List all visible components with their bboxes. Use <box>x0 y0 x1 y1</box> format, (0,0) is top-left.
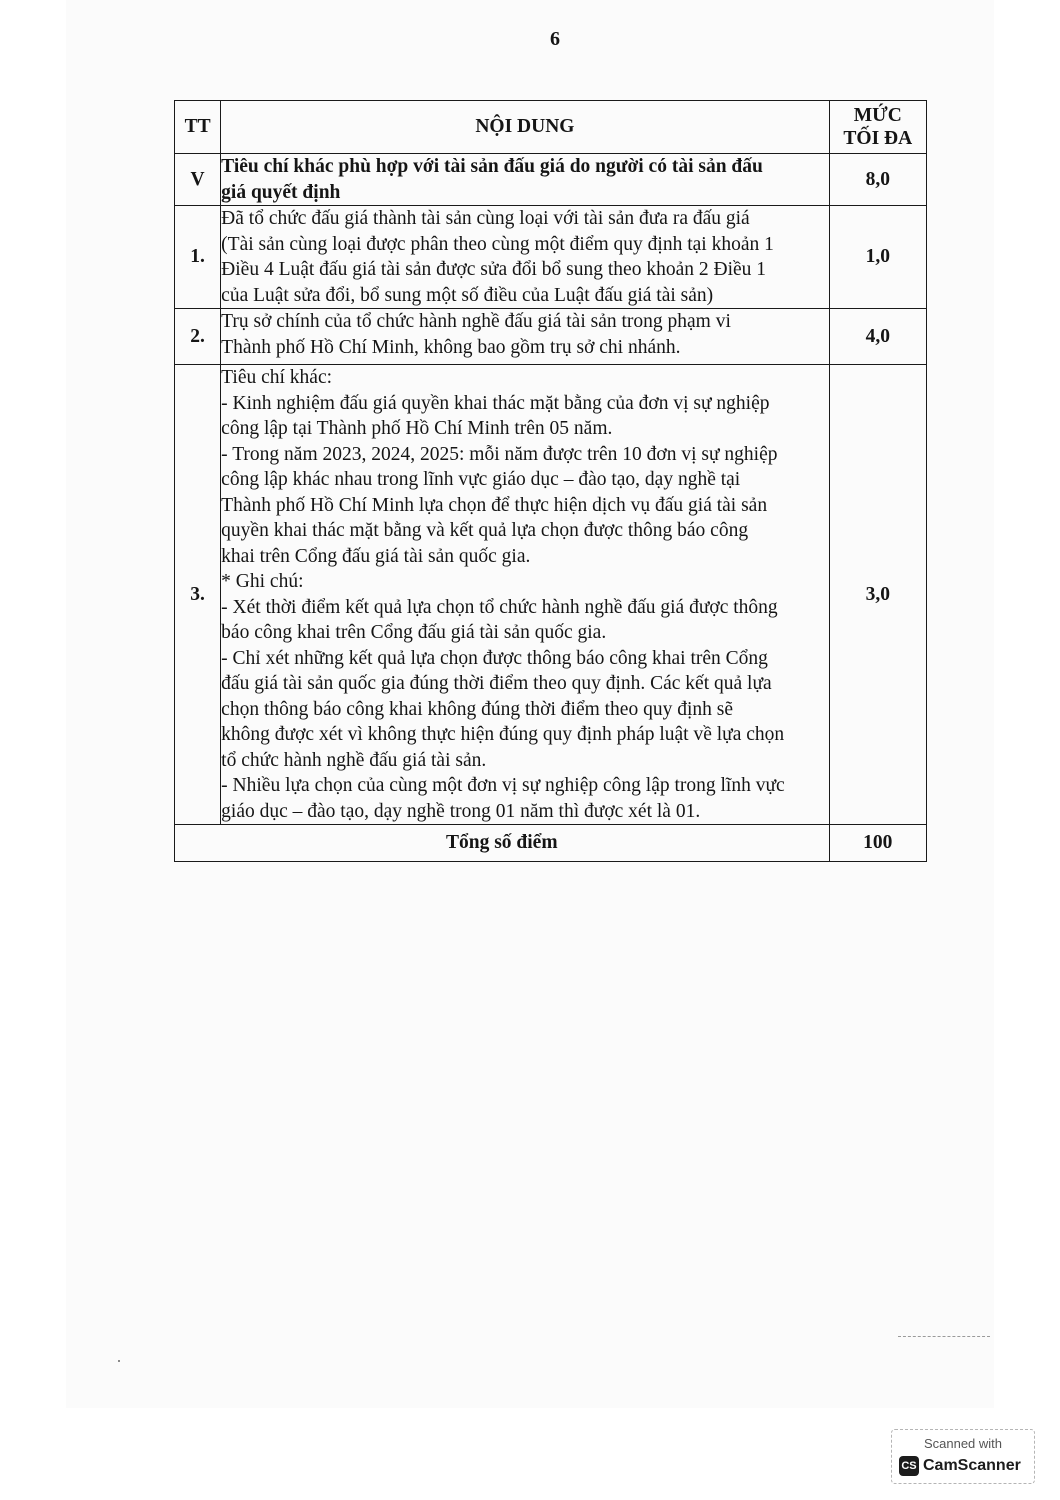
row-number: 3. <box>175 365 221 825</box>
watermark-brand: CamScanner <box>923 1457 1021 1474</box>
scan-dot <box>118 1360 120 1362</box>
content-line: - Kinh nghiệm đấu giá quyền khai thác mặt bằng của đơn vị sự nghiệp <box>221 392 770 414</box>
content-line: giá quyết định <box>221 181 341 203</box>
content-line: Điều 4 Luật đấu giá tài sản được sửa đổi bổ sung theo khoản 2 Điều 1 <box>221 259 767 280</box>
table-row-2 <box>175 309 927 365</box>
table-row-1 <box>175 206 927 309</box>
header-max-line2: TỐI ĐA <box>843 128 913 149</box>
content-line: khai trên Cổng đấu giá tài sản quốc gia. <box>221 545 531 567</box>
content-line: Thành phố Hồ Chí Minh, không bao gồm trụ sở chi nhánh. <box>221 336 681 358</box>
row-max-score: 8,0 <box>829 154 926 206</box>
row-max-score: 4,0 <box>829 309 926 365</box>
content-line: Đã tổ chức đấu giá thành tài sản cùng loại với tài sản đưa ra đấu giá <box>221 208 750 229</box>
content-line: báo công khai trên Cổng đấu giá tài sản quốc gia. <box>221 622 607 643</box>
camscanner-watermark <box>891 1429 1035 1484</box>
content-line: không được xét vì không thực hiện đúng quy định pháp luật về lựa chọn <box>221 724 785 745</box>
content-line: Tiêu chí khác: <box>221 367 333 388</box>
content-line: Tiêu chí khác phù hợp với tài sản đấu giá do người có tài sản đấu <box>221 156 763 177</box>
content-line: (Tài sản cùng loại được phân theo cùng một điểm quy định tại khoản 1 <box>221 233 774 255</box>
page-number: 6 <box>550 28 560 50</box>
content-line: - Nhiều lựa chọn của cùng một đơn vị sự nghiệp công lập trong lĩnh vực <box>221 775 785 796</box>
row-max-score: 1,0 <box>829 206 926 309</box>
header-max-line1: MỨC <box>853 105 902 126</box>
content-line: quyền khai thác mặt bằng và kết quả lựa chọn được thông báo công <box>221 520 749 541</box>
content-line: của Luật sửa đổi, bổ sung một số điều của Luật đấu giá tài sản) <box>221 284 714 306</box>
table-row-section-v <box>175 154 927 206</box>
scoring-criteria-table <box>174 100 927 862</box>
content-line: Thành phố Hồ Chí Minh lựa chọn để thực hiện dịch vụ đấu giá tài sản <box>221 494 768 516</box>
content-line: công lập tại Thành phố Hồ Chí Minh trên 05 năm. <box>221 418 613 439</box>
total-label: Tổng số điểm <box>175 825 830 862</box>
row-content <box>221 154 829 206</box>
header-tt: TT <box>175 101 221 154</box>
content-line: tổ chức hành nghề đấu giá tài sản. <box>221 749 487 771</box>
row-max-score: 3,0 <box>829 365 926 825</box>
content-line: - Xét thời điểm kết quả lựa chọn tổ chức hành nghề đấu giá được thông <box>221 596 778 618</box>
content-line: giáo dục – đào tạo, dạy nghề trong 01 năm thì được xét là 01. <box>221 800 701 822</box>
content-line: Trụ sở chính của tổ chức hành nghề đấu giá tài sản trong phạm vi <box>221 311 731 332</box>
row-content <box>221 309 829 365</box>
table-header-row <box>175 101 927 154</box>
table-total-row <box>175 825 927 862</box>
content-line: đấu giá tài sản quốc gia đúng thời điểm theo quy định. Các kết quả lựa <box>221 673 772 694</box>
content-line: * Ghi chú: <box>221 571 304 592</box>
row-content <box>221 365 829 825</box>
content-line: công lập khác nhau trong lĩnh vực giáo dục – đào tạo, dạy nghề tại <box>221 469 741 490</box>
header-content: NỘI DUNG <box>221 101 829 154</box>
total-value: 100 <box>829 825 926 862</box>
row-content <box>221 206 829 309</box>
header-max-score <box>829 101 926 154</box>
row-number: 2. <box>175 309 221 365</box>
table-row-3 <box>175 365 927 825</box>
content-line: chọn thông báo công khai không đúng thời điểm theo quy định sẽ <box>221 698 733 720</box>
row-number: 1. <box>175 206 221 309</box>
content-line: - Chỉ xét những kết quả lựa chọn được thông báo công khai trên Cổng <box>221 647 768 669</box>
camscanner-logo-icon: CS <box>899 1456 919 1476</box>
content-line: - Trong năm 2023, 2024, 2025: mỗi năm được trên 10 đơn vị sự nghiệp <box>221 443 778 465</box>
row-number: V <box>175 154 221 206</box>
watermark-caption: Scanned with <box>923 1436 1003 1451</box>
scan-artifact <box>898 1330 990 1337</box>
